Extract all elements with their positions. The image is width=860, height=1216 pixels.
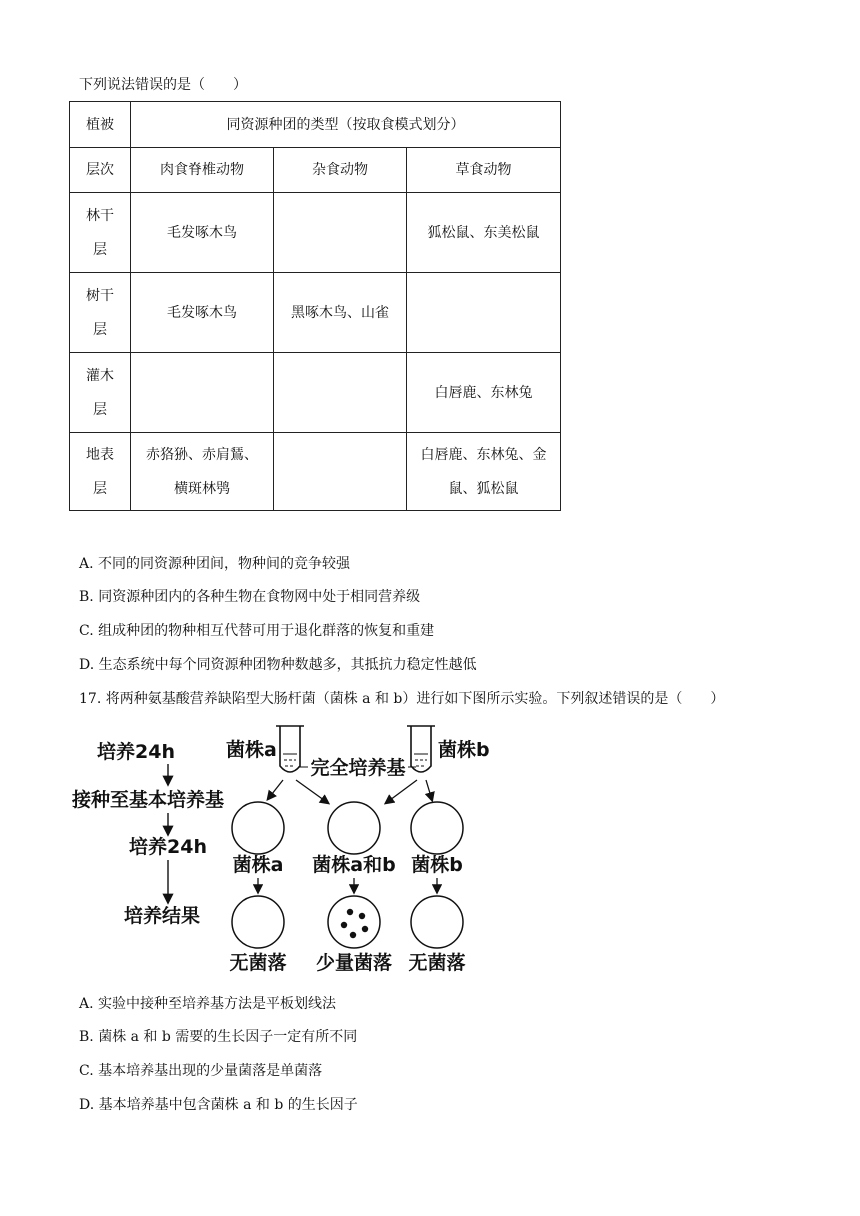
plate-label-a: 菌株a [232, 854, 284, 876]
colony-dot [347, 909, 353, 915]
q17-option-d: D. 基本培养基中包含菌株 a 和 b 的生长因子 [79, 1097, 358, 1113]
step-culture-24h-1: 培养24h [97, 741, 175, 763]
carnivore-cell: 毛发啄木鸟 [131, 273, 274, 353]
herbivore-cell: 白唇鹿、东林兔、金 鼠、狐松鼠 [407, 433, 561, 511]
table-row [70, 193, 561, 273]
experiment-diagram [70, 724, 490, 979]
table-header-vegetation: 植被 [70, 102, 131, 148]
species-guild-table [69, 101, 561, 511]
carnivore-cell [131, 353, 274, 433]
result-label-b: 无菌落 [408, 952, 466, 974]
herbivore-cell: 狐松鼠、东美松鼠 [407, 193, 561, 273]
herbivore-cell: 白唇鹿、东林兔 [407, 353, 561, 433]
carnivore-cell: 毛发啄木鸟 [131, 193, 274, 273]
layer-cell: 树干 层 [70, 273, 131, 353]
table-header-guild-type: 同资源种团的类型（按取食模式划分） [131, 102, 561, 148]
plate-ab-minimal [328, 802, 380, 854]
omnivore-cell [274, 193, 407, 273]
omnivore-cell [274, 433, 407, 511]
table-row [70, 273, 561, 353]
q17-option-c: C. 基本培养基出现的少量菌落是单菌落 [79, 1063, 323, 1079]
q16-option-a: A. 不同的同资源种团间，物种间的竞争较强 [79, 556, 351, 572]
table-row [70, 353, 561, 433]
carnivore-cell: 赤狢狲、赤肩鵟、 横斑林鸮 [131, 433, 274, 511]
plate-a-minimal [232, 802, 284, 854]
colony-dot [359, 913, 365, 919]
question-intro: 下列说法错误的是（ ） [79, 77, 247, 93]
q17-stem: 17. 将两种氨基酸营养缺陷型大肠杆菌（菌株 a 和 b）进行如下图所示实验。下列叙述错误的是（ ） [79, 691, 725, 707]
plate-label-ab: 菌株a和b [312, 854, 396, 876]
tube-b-label: 菌株b [438, 739, 490, 761]
result-label-a: 无菌落 [229, 952, 287, 974]
plate-b-minimal [411, 802, 463, 854]
table-header-carnivore: 肉食脊椎动物 [131, 148, 274, 193]
test-tube-a-icon [276, 726, 304, 772]
result-plate-ab [328, 896, 380, 948]
q16-option-d: D. 生态系统中每个同资源种团物种数越多，其抵抗力稳定性越低 [79, 657, 477, 673]
q16-option-c: C. 组成种团的物种相互代替可用于退化群落的恢复和重建 [79, 623, 435, 639]
q17-option-b: B. 菌株 a 和 b 需要的生长因子一定有所不同 [79, 1029, 358, 1045]
result-label-ab: 少量菌落 [315, 952, 393, 974]
plate-label-b: 菌株b [411, 854, 463, 876]
omnivore-cell [274, 353, 407, 433]
result-plate-a [232, 896, 284, 948]
colony-dot [362, 926, 368, 932]
table-header-herbivore: 草食动物 [407, 148, 561, 193]
test-tube-b-icon [407, 726, 435, 772]
layer-cell: 地表 层 [70, 433, 131, 511]
step-culture-24h-2: 培养24h [129, 836, 207, 858]
colony-dot [350, 932, 356, 938]
table-header-omnivore: 杂食动物 [274, 148, 407, 193]
omnivore-cell: 黑啄木鸟、山雀 [274, 273, 407, 353]
table-row [70, 433, 561, 511]
complete-medium-label: 完全培养基 [310, 757, 406, 779]
table-header-layer: 层次 [70, 148, 131, 193]
step-inoculate-minimal-medium: 接种至基本培养基 [71, 789, 225, 811]
step-culture-result: 培养结果 [123, 905, 201, 927]
layer-cell: 林干 层 [70, 193, 131, 273]
tube-a-label: 菌株a [226, 739, 277, 761]
layer-cell: 灌木 层 [70, 353, 131, 433]
herbivore-cell [407, 273, 561, 353]
colony-dot [341, 922, 347, 928]
result-plate-b [411, 896, 463, 948]
q16-option-b: B. 同资源种团内的各种生物在食物网中处于相同营养级 [79, 589, 421, 605]
q17-option-a: A. 实验中接种至培养基方法是平板划线法 [79, 996, 337, 1012]
